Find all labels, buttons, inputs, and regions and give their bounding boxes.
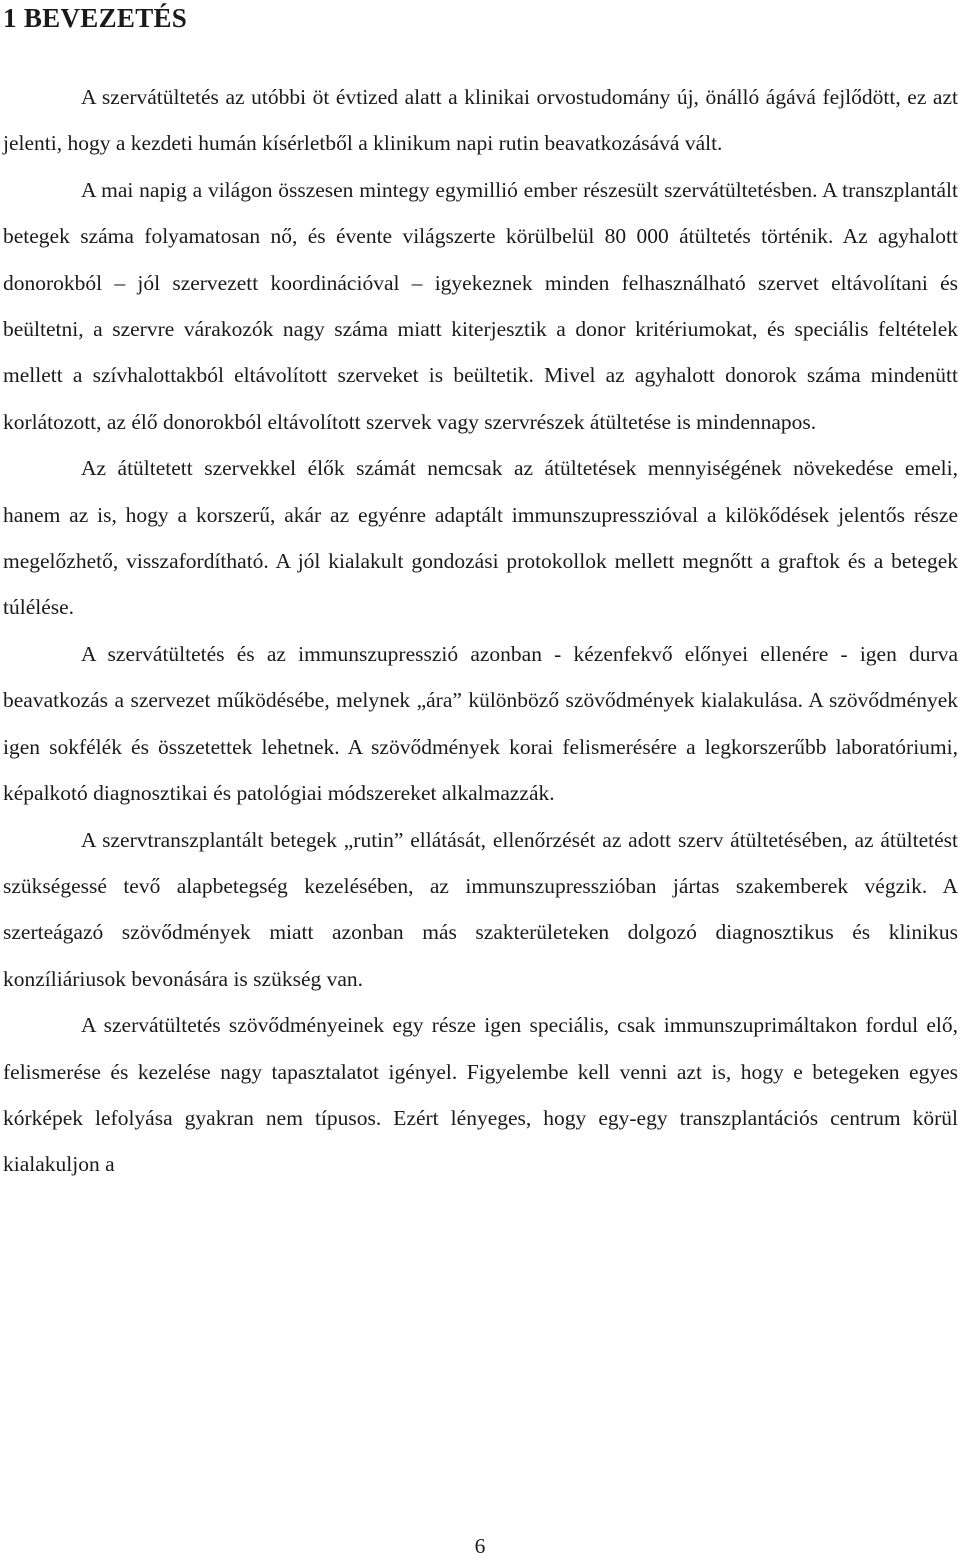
- chapter-heading: 1 BEVEZETÉS: [3, 3, 188, 33]
- paragraph: A szervátültetés és az immunszupresszió azonban - kézenfekvő előnyei ellenére - igen durva beavatkozás a szervezet működésébe, melynek „ára” különböző szövődmények kialakulása. A szövődmények igen sokfélék és összetettek lehetnek. A szövődmények korai felismerésére a legkorszerűbb laboratóriumi, képalkotó diagnosztikai és patológiai módszereket alkalmazzák.: [3, 641, 958, 806]
- paragraph: A szervátültetés szövődményeinek egy része igen speciális, csak immunszuprimáltakon fordul elő, felismerése és kezelése nagy tapasztalatot igényel. Figyelembe kell venni azt is, hogy e betegeken egyes kórképek lefolyása gyakran nem típusos. Ezért lényeges, hogy egy-egy transzplantációs centrum körül kialakuljon a: [3, 1013, 958, 1177]
- paragraph: A szervátültetés az utóbbi öt évtized alatt a klinikai orvostudomány új, önálló ágává fejlődött, ez azt jelenti, hogy a kezdeti humán kísérletből a klinikum napi rutin beavatkozásává vált.: [3, 85, 958, 156]
- paragraph: A mai napig a világon összesen mintegy egymillió ember részesült szervátültetésben. A transzplantált betegek száma folyamatosan nő, és évente világszerte körülbelül 80 000 átültetés történik. Az agyhalott donorokból – jól szervezett koordinációval – igyekeznek minden felhasználható szervet eltávolítani és beültetni, a szervre várakozók nagy száma miatt kiterjesztik a donor kritériumokat, és speciális feltételek mellett a szívhalottakból eltávolított szerveket is beültetik. Mivel az agyhalott donorok száma mindenütt korlátozott, az élő donorokból eltávolított szervek vagy szervrészek átültetése is mindennapos.: [3, 177, 958, 434]
- paragraph: A szervtranszplantált betegek „rutin” ellátását, ellenőrzését az adott szerv átültetésében, az átültetést szükségessé tevő alapbetegség kezelésében, az immunszupresszióban jártas szakemberek végzik. A szerteágazó szövődmények miatt azonban más szakterületeken dolgozó diagnosztikus és klinikus konzíliáriusok bevonására is szükség van.: [3, 827, 958, 991]
- paragraph: Az átültetett szervekkel élők számát nemcsak az átültetések mennyiségének növekedése emeli, hanem az is, hogy a korszerű, akár az egyénre adaptált immunszupresszióval a kilökődések jelentős része megelőzhető, visszafordítható. A jól kialakult gondozási protokollok mellett megnőtt a graftok és a betegek túlélése.: [3, 456, 958, 620]
- page-number: 6: [474, 1534, 486, 1558]
- body-text: [3, 74, 958, 1188]
